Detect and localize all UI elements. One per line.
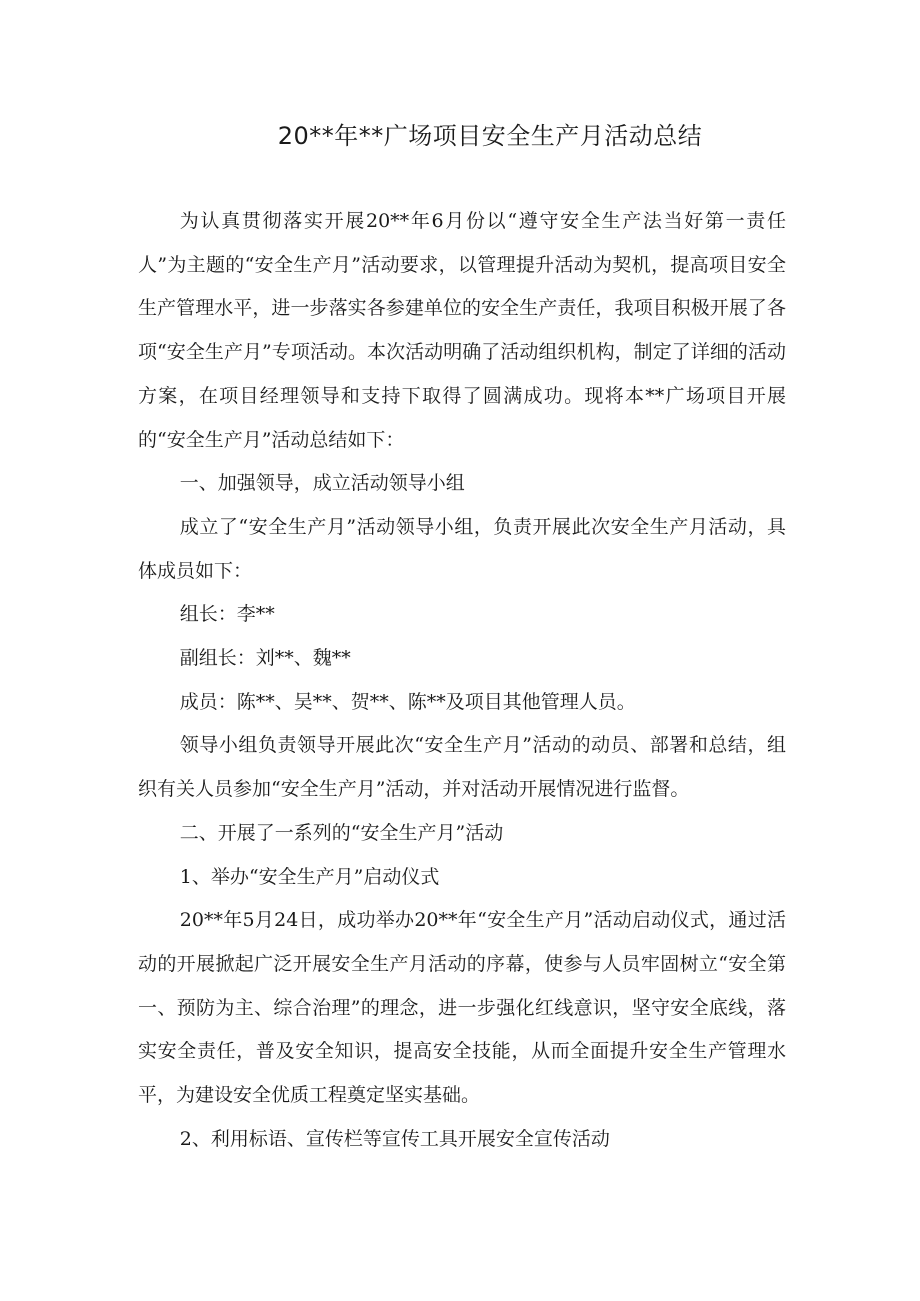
intro-paragraph: 为认真贯彻落实开展20**年6月份以“遵守安全生产法当好第一责任人”为主题的“安全生产月”活动要求，以管理提升活动为契机，提高项目安全生产管理水平，进一步落实各参建单位的安全生产责任，我项目积极开展了各项“安全生产月”专项活动。本次活动明确了活动组织机构，制定了详细的活动方案，在项目经理领导和支持下取得了圆满成功。现将本**广场项目开展的“安全生产月”活动总结如下： bbox=[138, 210, 786, 451]
subsection-heading-2: 2、利用标语、宣传栏等宣传工具开展安全宣传活动 bbox=[179, 1127, 610, 1150]
section-heading-1: 一、加强领导，成立活动领导小组 bbox=[179, 472, 465, 495]
leader-line: 组长：李** bbox=[179, 603, 275, 626]
document-body bbox=[138, 200, 786, 1161]
document-title: 20**年**广场项目安全生产月活动总结 bbox=[277, 122, 703, 150]
section-heading-2: 二、开展了一系列的“安全生产月”活动 bbox=[179, 821, 504, 844]
leadership-paragraph: 成立了“安全生产月”活动领导小组，负责开展此次安全生产月活动，具体成员如下： bbox=[138, 515, 786, 582]
ceremony-paragraph: 20**年5月24日，成功举办20**年“安全生产月”活动启动仪式，通过活动的开展掀起广泛开展安全生产月活动的序幕，使参与人员牢固树立“安全第一、预防为主、综合治理”的理念，进一步强化红线意识，坚守安全底线，落实安全责任，普及安全知识，提高安全技能，从而全面提升安全生产管理水平，为建设安全优质工程奠定坚实基础。 bbox=[138, 909, 786, 1107]
deputy-leader-line: 副组长：刘**、魏** bbox=[179, 647, 351, 670]
members-line: 成员：陈**、吴**、贺**、陈**及项目其他管理人员。 bbox=[179, 690, 636, 713]
subsection-heading-1: 1、举办“安全生产月”启动仪式 bbox=[179, 865, 440, 888]
responsibility-paragraph: 领导小组负责领导开展此次“安全生产月”活动的动员、部署和总结，组织有关人员参加“安全生产月”活动，并对活动开展情况进行监督。 bbox=[138, 734, 786, 801]
